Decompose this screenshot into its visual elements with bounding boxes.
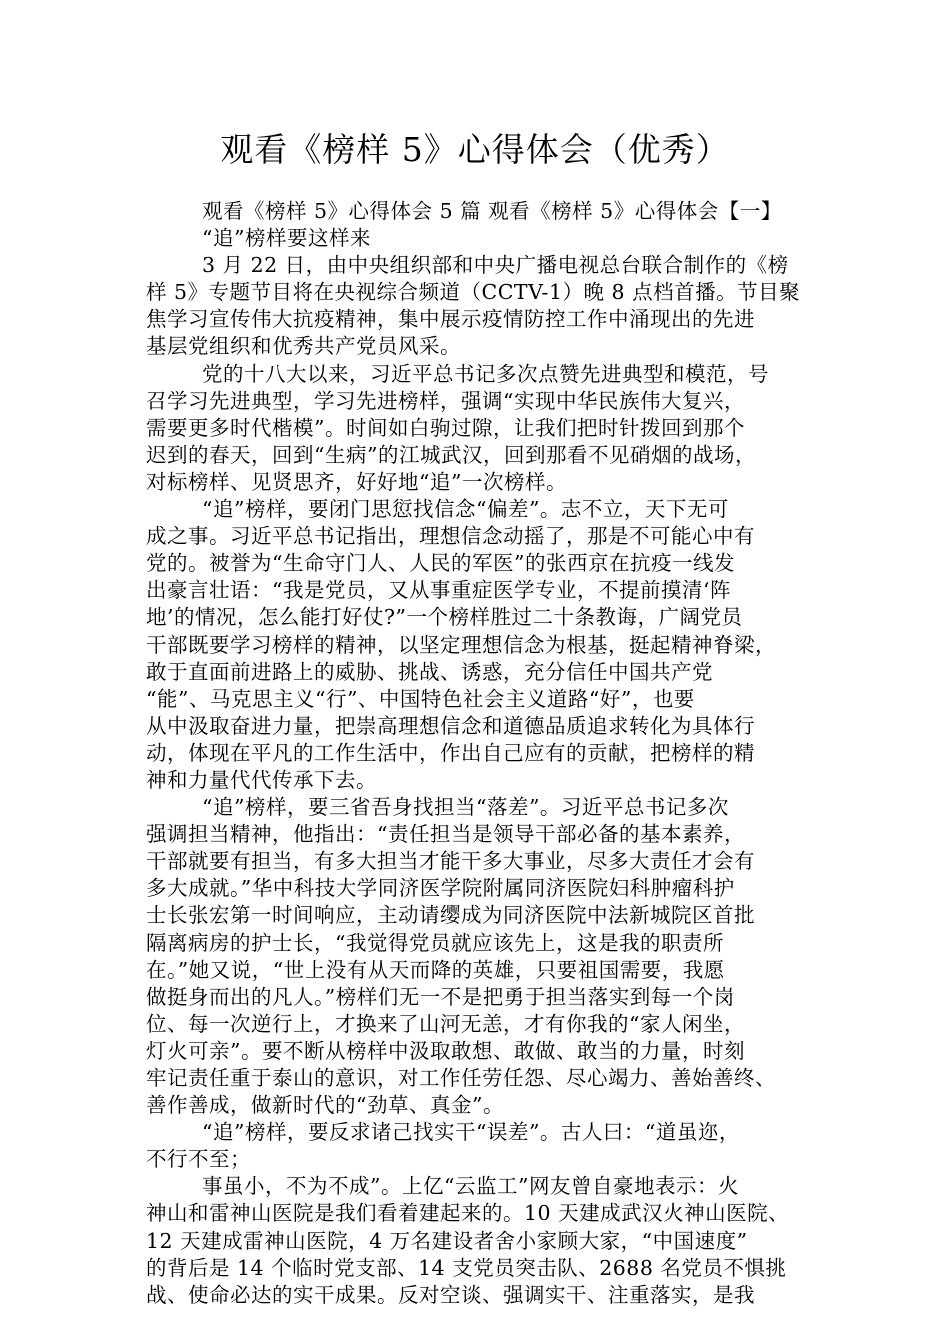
text-line: 的背后是 14 个临时党支部、14 支党员突击队、2688 名党员不惧挑 (146, 1255, 787, 1280)
text-line: 基层党组织和优秀共产党员风采。 (146, 334, 461, 359)
text-line: 召学习先进典型，学习先进榜样，强调“实现中华民族伟大复兴， (146, 388, 745, 413)
text-line: 12 天建成雷神山医院，4 万名建设者舍小家顾大家，“中国速度” (146, 1228, 748, 1253)
document-body (146, 198, 830, 1309)
text-line: 神和力量代代传承下去。 (146, 767, 377, 792)
text-line: 士长张宏第一时间响应，主动请缨成为同济医院中法新城院区首批 (146, 903, 755, 928)
text-line: 善作善成，做新时代的“劲草、真金”。 (146, 1093, 504, 1118)
document-title: 观看《榜样 5》心得体会（优秀） (220, 130, 730, 169)
text-line: 地’的情况，怎么能打好仗?”一个榜样胜过二十条教诲，广阔党员 (146, 605, 743, 630)
text-line: 需要更多时代楷模”。时间如白驹过隙，让我们把时针拨回到那个 (146, 415, 745, 440)
text-line: 隔离病房的护士长，“我觉得党员就应该先上，这是我的职责所 (146, 930, 724, 955)
text-line: 党的十八大以来，习近平总书记多次点赞先进典型和模范，号 (202, 361, 769, 386)
text-line: “能”、马克思主义“行”、中国特色社会主义道路“好”，也要 (146, 686, 695, 711)
text-line: 位、每一次逆行上，才换来了山河无恙，才有你我的“家人闲坐， (146, 1011, 745, 1036)
text-line: 多大成就。”华中科技大学同济医学院附属同济医院妇科肿瘤科护 (146, 876, 735, 901)
text-line: 对标榜样、见贤思齐，好好地“追”一次榜样。 (146, 469, 567, 494)
text-line: 3 月 22 日，由中央组织部和中央广播电视总台联合制作的《榜 (202, 253, 789, 278)
text-line: 战、使命必达的实干成果。反对空谈、强调实干、注重落实，是我 (146, 1282, 755, 1307)
text-line: “追”榜样要这样来 (202, 226, 371, 251)
text-line: 迟到的春天，回到“生病”的江城武汉，回到那看不见硝烟的战场， (146, 442, 756, 467)
text-line: 不行不至； (146, 1147, 251, 1172)
text-line: 成之事。习近平总书记指出，理想信念动摇了，那是不可能心中有 (146, 524, 755, 549)
text-line: 观看《榜样 5》心得体会 5 篇 观看《榜样 5》心得体会【一】 (202, 199, 782, 223)
text-line: 灯火可亲”。要不断从榜样中汲取敢想、敢做、敢当的力量，时刻 (146, 1038, 745, 1063)
text-line: “追”榜样，要反求诸己找实干“误差”。古人曰：“道虽迩， (202, 1120, 740, 1145)
text-line: “追”榜样，要闭门思愆找信念“偏差”。志不立，天下无可 (202, 497, 729, 522)
text-line: 干部就要有担当，有多大担当才能干多大事业，尽多大责任才会有 (146, 849, 755, 874)
text-line: 样 5》专题节目将在央视综合频道（CCTV-1）晚 8 点档首播。节目聚 (146, 280, 801, 305)
text-line: “追”榜样，要三省吾身找担当“落差”。习近平总书记多次 (202, 795, 729, 820)
text-line: 事虽小，不为不成”。上亿“云监工”网友曾自豪地表示：火 (202, 1174, 739, 1199)
text-line: 从中汲取奋进力量，把崇高理想信念和道德品质追求转化为具体行 (146, 713, 755, 738)
text-line: 强调担当精神，他指出：“责任担当是领导干部必备的基本素养， (146, 822, 745, 847)
text-line: 神山和雷神山医院是我们看着建起来的。10 天建成武汉火神山医院、 (146, 1201, 790, 1226)
text-line: 党的。被誉为“生命守门人、人民的军医”的张西京在抗疫一线发 (146, 551, 735, 576)
text-line: 做挺身而出的凡人。”榜样们无一不是把勇于担当落实到每一个岗 (146, 984, 735, 1009)
text-line: 牢记责任重于泰山的意识，对工作任劳任怨、尽心竭力、善始善终、 (146, 1066, 776, 1090)
text-line: 敢于直面前进路上的威胁、挑战、诱惑，充分信任中国共产党 (146, 659, 713, 684)
text-line: 出豪言壮语：“我是党员，又从事重症医学专业，不提前摸清‘阵 (146, 578, 731, 603)
text-line: 干部既要学习榜样的精神，以坚定理想信念为根基，挺起精神脊梁， (146, 632, 776, 657)
text-line: 焦学习宣传伟大抗疫精神，集中展示疫情防控工作中涌现出的先进 (146, 307, 755, 332)
text-line: 在。”她又说，“世上没有从天而降的英雄，只要祖国需要，我愿 (146, 957, 725, 982)
text-line: 动，体现在平凡的工作生活中，作出自己应有的贡献，把榜样的精 (146, 740, 755, 765)
